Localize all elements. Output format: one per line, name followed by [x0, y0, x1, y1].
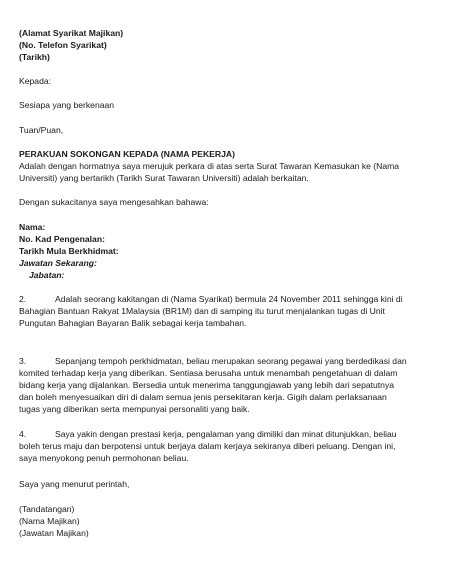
company-address: (Alamat Syarikat Majikan)	[19, 28, 124, 38]
recipient-concern: Sesiapa yang berkenaan	[19, 100, 115, 110]
paragraph-number: 4.	[19, 429, 27, 439]
paragraph-line: Bahagian Bantuan Rakyat 1Malaysia (BR1M) dan di samping itu turut menjalankan tugas di Unit	[19, 306, 385, 316]
confirm-statement: Dengan sukacitanya saya mengesahkan bahawa:	[19, 197, 209, 207]
paragraph-number: 2.	[19, 294, 27, 304]
employer-position: (Jawatan Majikan)	[19, 528, 89, 538]
detail-name-label: Nama:	[19, 222, 46, 232]
paragraph-line: Sepanjang tempoh perkhidmatan, beliau merupakan seorang pegawai yang berdedikasi dan	[55, 356, 407, 366]
paragraph-line: Pungutan Bahagian Bayaran Balik sebagai kerja tambahan.	[19, 318, 247, 328]
paragraph-line: dan boleh menyesuaikan diri di dalam semua jenis persekitaran kerja. Gigih dalam perlaksanaan	[19, 392, 387, 402]
subject-line: PERAKUAN SOKONGAN KEPADA (NAMA PEKERJA)	[19, 149, 235, 159]
paragraph-line: saya menyokong penuh permohonan beliau.	[19, 453, 189, 463]
paragraph-line: boleh terus maju dan berpotensi untuk berjaya dalam kerjaya sekiranya diberi peluang. Dengan ini,	[19, 441, 396, 451]
detail-position-label: Jawatan Sekarang:	[19, 258, 97, 268]
letter-date: (Tarikh)	[19, 52, 50, 62]
paragraph-line: tugas yang diberikan serta mempunyai personaliti yang baik.	[19, 404, 250, 414]
paragraph-line: komited terhadap kerja yang diberikan. Sentiasa berusaha untuk menambah pengetahuan di dalam	[19, 368, 398, 378]
paragraph-line: bidang kerja yang dijalankan. Bersedia untuk menerima tanggungjawab yang lebih dari sepatutnya	[19, 380, 395, 390]
detail-start-date-label: Tarikh Mula Berkhidmat:	[19, 246, 119, 256]
detail-department-label: Jabatan:	[29, 270, 65, 280]
intro-line-1: Adalah dengan hormatnya saya merujuk perkara di atas serta Surat Tawaran Kemasukan ke (Nama	[19, 161, 400, 171]
paragraph-line: Saya yakin dengan prestasi kerja, pengalaman yang dimiliki dan minat ditunjukkan, beliau	[55, 429, 397, 439]
paragraph-line: Adalah seorang kakitangan di (Nama Syarikat) bermula 24 November 2011 sehingga kini di	[55, 294, 403, 304]
intro-line-2: Universiti) yang bertarikh (Tarikh Surat Tawaran Universiti) adalah berkaitan.	[19, 173, 309, 183]
sign-off: Saya yang menurut perintah,	[19, 479, 130, 489]
salutation: Tuan/Puan,	[19, 125, 64, 135]
detail-ic-label: No. Kad Pengenalan:	[19, 234, 105, 244]
recipient-to: Kepada:	[19, 76, 52, 86]
signature-placeholder: (Tandatangan)	[19, 504, 75, 514]
company-phone: (No. Telefon Syarikat)	[19, 40, 107, 50]
employer-name: (Nama Majikan)	[19, 516, 80, 526]
paragraph-number: 3.	[19, 356, 27, 366]
